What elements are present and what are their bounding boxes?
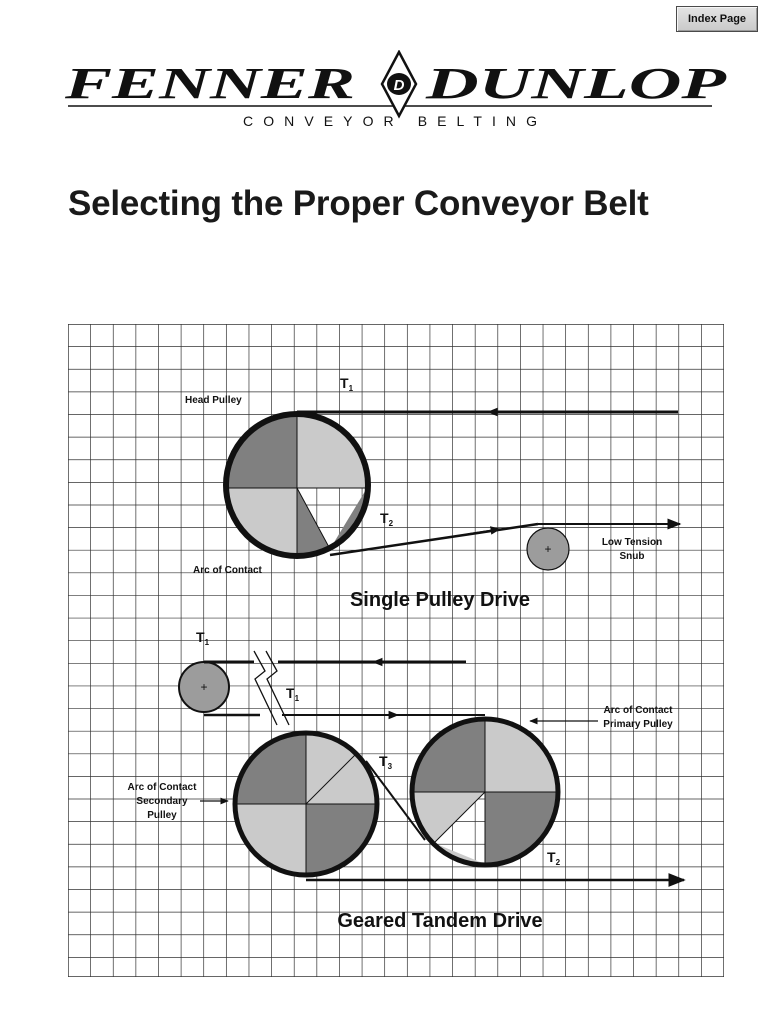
single-arc-of-contact-label: Arc of Contact [193, 565, 262, 576]
svg-text:T2 [547, 849, 561, 867]
single-pulley-drive [185, 375, 680, 611]
secondary-arc-label-line1: Arc of Contact [127, 782, 197, 793]
secondary-pulley [235, 733, 377, 875]
single-t2-label: T [380, 510, 389, 526]
logo-emblem-letter: D [393, 77, 405, 94]
page-title: Selecting the Proper Conveyor Belt [68, 184, 649, 223]
svg-text:T1 [286, 685, 300, 703]
single-t1-label: T [340, 375, 349, 391]
primary-pulley [412, 719, 558, 865]
tandem-t1-top-label: T [196, 629, 205, 645]
index-page-button[interactable]: Index Page [676, 6, 758, 32]
head-pulley-label: Head Pulley [185, 395, 242, 406]
secondary-arc-label-line2: Secondary [136, 796, 188, 807]
tandem-t3-label: T [379, 753, 388, 769]
tandem-t2-subscript: 2 [555, 858, 561, 867]
tandem-t2-label: T [547, 849, 556, 865]
primary-arc-label-line1: Arc of Contact [603, 705, 673, 716]
geared-tandem-drive-title: Geared Tandem Drive [337, 910, 543, 932]
conveyor-drive-diagram [68, 324, 724, 977]
snub-center-mark: + [544, 542, 552, 556]
logo-word-dunlop: DUNLOP [424, 59, 728, 108]
logo-word-fenner: FENNER [63, 59, 356, 108]
snub-label-line1: Low Tension [601, 537, 663, 548]
svg-text:T3 [379, 753, 393, 771]
tandem-snub-center-mark: + [200, 680, 208, 694]
tandem-t1-top-subscript: 1 [204, 638, 210, 647]
svg-text:T1 [340, 375, 354, 393]
svg-text:T2 [380, 510, 394, 528]
logo-tagline: CONVEYOR BELTING [243, 113, 537, 129]
tandem-t1-mid-label: T [286, 685, 295, 701]
snub-label-line2: Snub [619, 551, 645, 562]
single-pulley-drive-title: Single Pulley Drive [349, 589, 531, 611]
fenner-dunlop-logo [60, 50, 730, 132]
svg-text:T1 [196, 629, 210, 647]
single-t1-subscript: 1 [348, 384, 354, 393]
single-t2-subscript: 2 [388, 519, 394, 528]
low-tension-snub [527, 528, 569, 570]
primary-arc-label-line2: Primary Pulley [603, 719, 673, 730]
tandem-t1-mid-subscript: 1 [294, 694, 300, 703]
tandem-snub-pulley [179, 662, 229, 712]
head-pulley [226, 412, 368, 558]
geared-tandem-drive [128, 629, 684, 932]
tandem-t3-subscript: 3 [387, 762, 393, 771]
secondary-arc-label-line3: Pulley [147, 810, 177, 821]
